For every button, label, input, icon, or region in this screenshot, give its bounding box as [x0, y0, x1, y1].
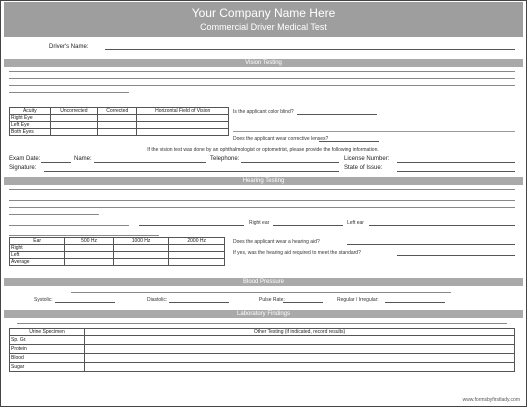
hearing-row-label: Left [10, 252, 65, 259]
hearing-threshold-table [9, 237, 225, 266]
signature-label: Signature: [9, 165, 37, 171]
vision-note-line [233, 131, 515, 132]
hearing-cell[interactable] [169, 259, 225, 266]
vision-cell[interactable] [50, 129, 98, 136]
table-row [10, 354, 515, 363]
vision-cell[interactable] [137, 115, 229, 122]
hearing-section-bar: Hearing Testing [4, 177, 523, 185]
table-row [10, 115, 229, 122]
vision-acuity-table [9, 107, 229, 136]
hearing-cell[interactable] [169, 252, 225, 259]
examiner-name-field[interactable] [94, 162, 206, 163]
lab-row-label: Blood [10, 354, 85, 363]
diastolic-label: Diastolic: [147, 297, 168, 303]
pulse-rate-label: Pulse Rate: [259, 297, 285, 303]
rhythm-field[interactable] [385, 302, 445, 303]
hearing-cell[interactable] [113, 252, 169, 259]
table-row [10, 336, 515, 345]
hearing-test-note [9, 225, 129, 226]
vision-col-header: Uncorrected [50, 108, 98, 115]
hearing-instructions [1, 187, 527, 221]
vision-col-header: Acuity [10, 108, 51, 115]
hearing-col-header: 2000 Hz [169, 238, 225, 245]
vision-row-label: Both Eyes [10, 129, 51, 136]
hearing-aid-required-question: If yes, was the hearing aid required to meet the standard? [233, 250, 361, 256]
hearing-row-label: Right [10, 245, 65, 252]
vision-cell[interactable] [98, 122, 137, 129]
laboratory-section-bar: Laboratory Findings [4, 310, 523, 318]
hearing-aid-required-field[interactable] [397, 255, 515, 256]
vision-cell[interactable] [50, 122, 98, 129]
exam-date-label: Exam Date: [9, 156, 41, 162]
blood-pressure-instructions [71, 292, 451, 293]
corrective-lenses-field[interactable] [319, 141, 379, 142]
right-ear-label: Right ear [249, 220, 270, 226]
hearing-table-caption [9, 235, 159, 236]
hearing-cell[interactable] [113, 245, 169, 252]
systolic-field[interactable] [55, 302, 115, 303]
hearing-col-header: 500 Hz [65, 238, 113, 245]
right-ear-field[interactable] [273, 225, 343, 226]
signature-field[interactable] [44, 171, 339, 172]
hearing-cell[interactable] [113, 259, 169, 266]
hearing-cell[interactable] [65, 245, 113, 252]
left-ear-label: Left ear [347, 220, 364, 226]
driver-name-field[interactable] [105, 49, 515, 50]
vision-cell[interactable] [50, 115, 98, 122]
urine-col-header: Urine Specimen [10, 329, 85, 336]
hearing-col-header: 1000 Hz [113, 238, 169, 245]
state-of-issue-label: State of Issue: [344, 165, 383, 171]
hearing-cell[interactable] [65, 259, 113, 266]
hearing-aid-question: Does the applicant wear a hearing aid? [233, 239, 320, 245]
vision-instructions [1, 69, 527, 97]
vision-cell[interactable] [98, 115, 137, 122]
form-header [4, 2, 523, 37]
vision-section-bar: Vision Testing [4, 59, 523, 67]
footer-url: www.formsbyfirstlady.com [462, 397, 520, 403]
driver-name-label: Driver's Name: [49, 44, 89, 50]
vision-cell[interactable] [137, 129, 229, 136]
color-blind-question: Is the applicant color blind? [233, 109, 294, 115]
color-blind-field[interactable] [297, 114, 377, 115]
rhythm-label: Regular / Irregular: [337, 297, 379, 303]
pulse-rate-field[interactable] [283, 302, 323, 303]
telephone-label: Telephone: [210, 156, 240, 162]
exam-note: If the vision test was done by an ophthalmologist or optometrist, please provide the following information. [147, 147, 379, 153]
laboratory-table [9, 328, 515, 372]
table-row [10, 252, 225, 259]
corrective-lenses-question: Does the applicant wear corrective lenses? [233, 136, 329, 142]
telephone-field[interactable] [241, 162, 339, 163]
table-row [10, 345, 515, 354]
vision-row-label: Left Eye [10, 122, 51, 129]
table-row [10, 129, 229, 136]
form-title: Commercial Driver Medical Test [200, 22, 327, 32]
laboratory-instructions [17, 323, 507, 324]
hearing-row-label: Average [10, 259, 65, 266]
hearing-aid-field[interactable] [347, 244, 515, 245]
vision-cell[interactable] [98, 129, 137, 136]
vision-row-label: Right Eye [10, 115, 51, 122]
diastolic-field[interactable] [169, 302, 229, 303]
hearing-test-field[interactable] [139, 225, 244, 226]
blood-pressure-section-bar: Blood Pressure [4, 278, 523, 286]
hearing-ear-header: Ear [10, 238, 65, 245]
vision-col-header: Corrected [98, 108, 137, 115]
table-row [10, 259, 225, 266]
license-number-field[interactable] [397, 162, 515, 163]
lab-cell[interactable] [85, 354, 515, 363]
table-row [10, 122, 229, 129]
lab-row-label: Sp. Gr. [10, 336, 85, 345]
vision-cell[interactable] [137, 122, 229, 129]
hearing-cell[interactable] [169, 245, 225, 252]
lab-cell[interactable] [85, 336, 515, 345]
state-of-issue-field[interactable] [397, 171, 515, 172]
examiner-name-label: Name: [74, 156, 92, 162]
table-row [10, 245, 225, 252]
lab-row-label: Sugar [10, 363, 85, 372]
lab-row-label: Protein [10, 345, 85, 354]
exam-date-field[interactable] [41, 162, 71, 163]
other-testing-col-header: Other Testing (if indicated, record results) [85, 329, 515, 336]
lab-cell[interactable] [85, 345, 515, 354]
systolic-label: Systolic: [34, 297, 53, 303]
vision-col-header: Horizontal Field of Vision [137, 108, 229, 115]
lab-cell[interactable] [85, 363, 515, 372]
company-name: Your Company Name Here [191, 6, 336, 20]
left-ear-field[interactable] [369, 225, 515, 226]
hearing-cell[interactable] [65, 252, 113, 259]
table-row [10, 363, 515, 372]
license-number-label: License Number: [344, 156, 390, 162]
